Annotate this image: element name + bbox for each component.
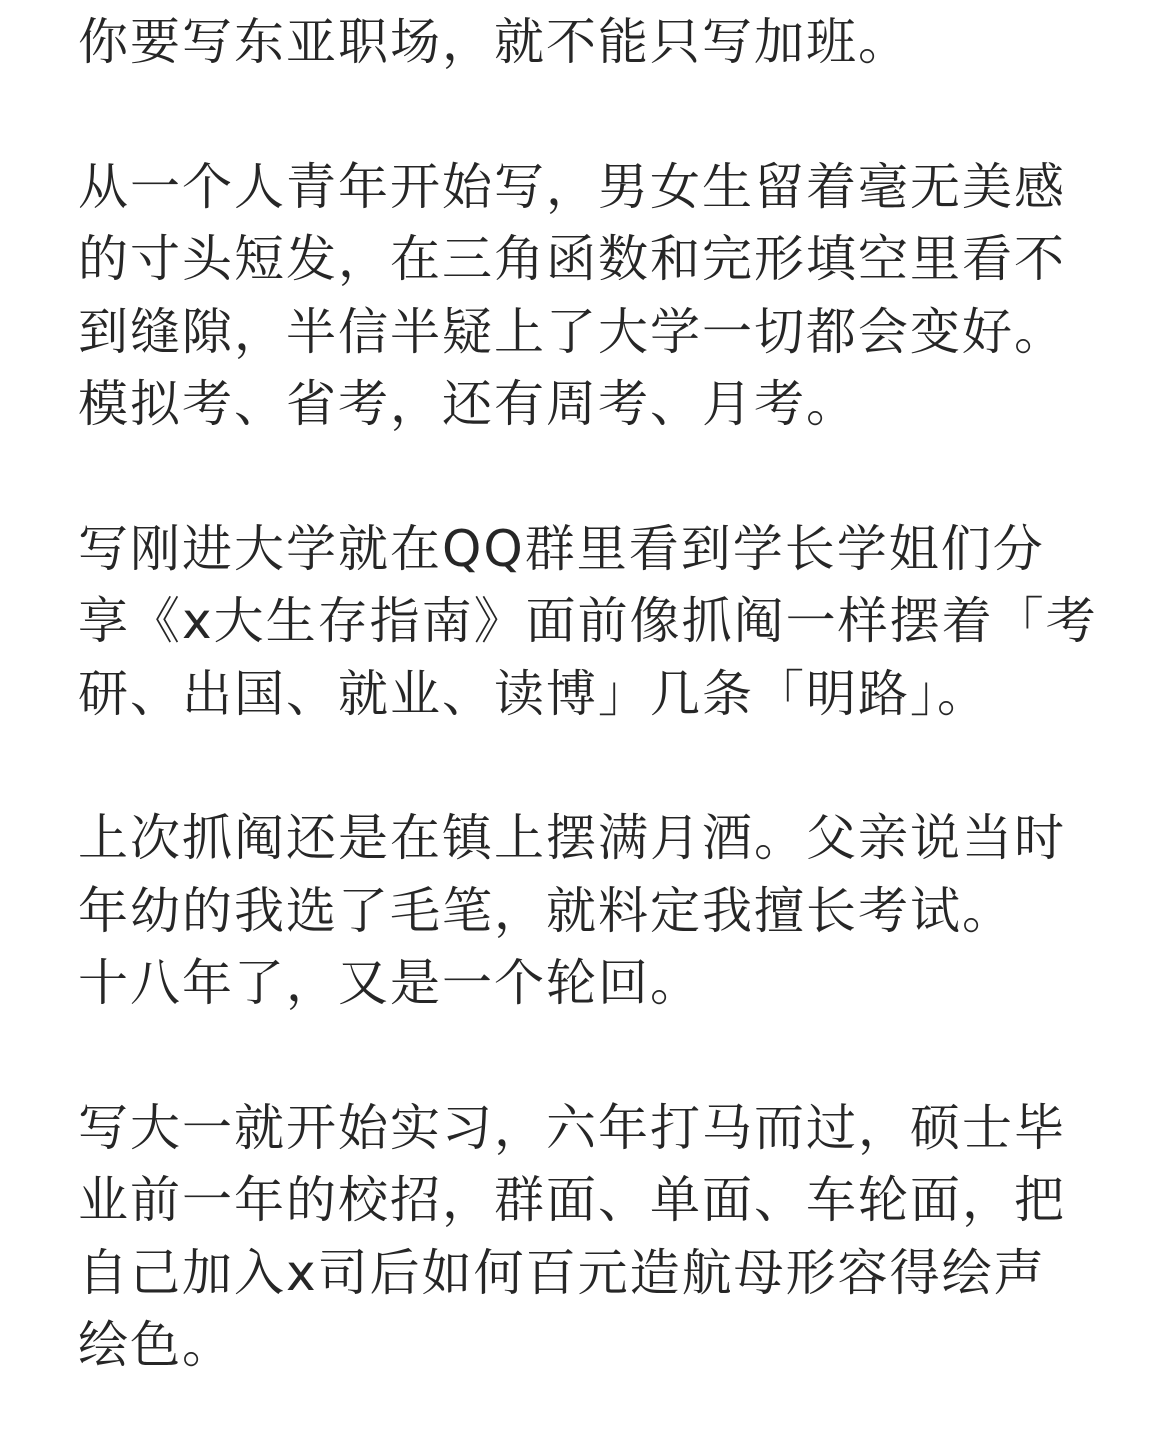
text-line: 的寸头短发，在三角函数和完形填空里看不 [78,230,1066,288]
paragraph-1 [78,6,1138,79]
text-line: 享《x大生存指南》面前像抓阄一样摆着「考 [78,592,1098,650]
text-line: 业前一年的校招，群面、单面、车轮面，把 [78,1171,1066,1229]
paragraph-2 [78,151,1138,441]
text-line: 你要写东亚职场，就不能只写加班。 [78,13,910,71]
text-line: 到缝隙，半信半疑上了大学一切都会变好。 [78,302,1066,361]
text-line: 模拟考、省考，还有周考、月考。 [78,375,858,433]
text-line: 从一个人青年开始写，男女生留着毫无美感 [78,157,1066,216]
paragraph-5 [78,1092,1138,1382]
text-line: 写大一就开始实习，六年打马而过，硕士毕 [78,1098,1066,1157]
text-line: 十八年了，又是一个轮回。 [78,954,702,1012]
paragraph-4 [78,802,1138,1020]
text-line: 绘色。 [78,1316,234,1374]
paragraph-3 [78,513,1138,731]
article-body [78,0,1138,1454]
text-line: 写刚进大学就在QQ群里看到学长学姐们分 [78,519,1045,578]
text-line: 自己加入x司后如何百元造航母形容得绘声 [78,1243,1046,1302]
text-line: 上次抓阄还是在镇上摆满月酒。父亲说当时 [78,809,1066,867]
text-line: 年幼的我选了毛笔，就料定我擅长考试。 [78,881,1014,940]
text-line: 研、出国、就业、读博」几条「明路」。 [78,664,989,723]
